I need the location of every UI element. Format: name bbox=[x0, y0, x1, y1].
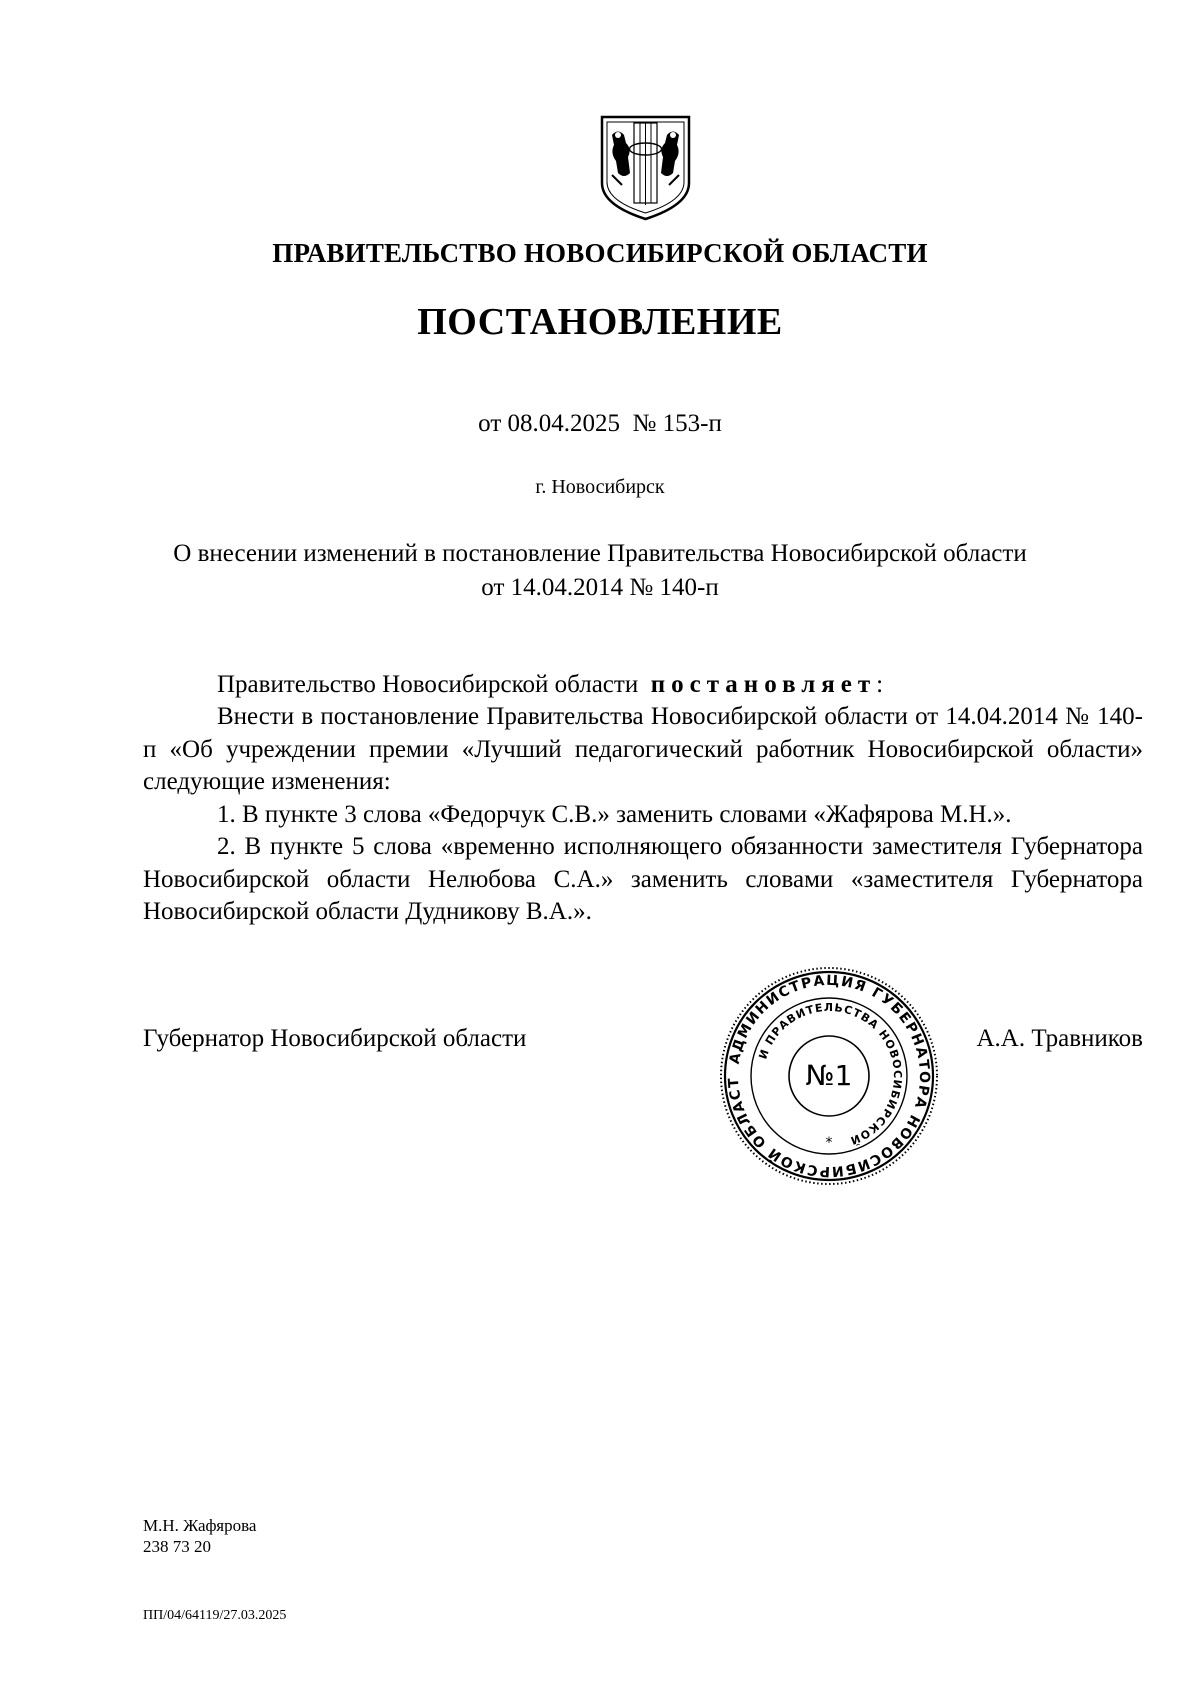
decree-line bbox=[143, 669, 1143, 702]
official-seal-icon bbox=[718, 965, 940, 1187]
coat-of-arms-icon bbox=[598, 113, 693, 223]
amendment-item-1: 1. В пункте 3 слова «Федорчук С.В.» заменить словами «Жафярова М.Н.». bbox=[217, 801, 1012, 828]
intro-paragraph: Внести в постановление Правительства Новосибирской области от 14.04.2014 № 140-п «Об учреждении премии «Лучший педагогический работник Новосибирской области» следующие изменения: bbox=[143, 703, 1143, 795]
seal-outer-text: АДМИНИСТРАЦИЯ ГУБЕРНАТОРА НОВОСИБИРСКОЙ ОБЛАСТ bbox=[725, 972, 933, 1180]
document-date: 08.04.2025 bbox=[507, 410, 621, 437]
city: г. Новосибирск bbox=[535, 476, 665, 498]
document-type: ПОСТАНОВЛЕНИЕ bbox=[417, 301, 783, 343]
signatory-position: Губернатор Новосибирской области bbox=[143, 1025, 527, 1052]
document-title bbox=[0, 537, 1200, 605]
seal-number: №1 bbox=[805, 1059, 853, 1092]
organization-title: ПРАВИТЕЛЬСТВО НОВОСИБИРСКОЙ ОБЛАСТИ bbox=[272, 238, 928, 268]
decree-subject: Правительство Новосибирской области bbox=[217, 671, 639, 698]
executor-name: М.Н. Жафярова bbox=[143, 1516, 257, 1535]
title-line-1: О внесении изменений в постановление Правительства Новосибирской области bbox=[173, 540, 1027, 567]
executor-phone: 238 73 20 bbox=[143, 1537, 211, 1556]
document-reference: ПП/04/64119/27.03.2025 bbox=[143, 1608, 287, 1623]
amendment-item-2: 2. В пункте 5 слова «временно исполняющего обязанности заместителя Губернатора Новосибирской области Нелюбова С.А.» заменить словами «заместителя Губернатора Новосибирской области Дудникову В.А.». bbox=[143, 833, 1143, 925]
date-prefix: от bbox=[478, 410, 502, 437]
date-number-line bbox=[0, 410, 1200, 438]
decree-colon: : bbox=[876, 671, 884, 698]
title-line-2: от 14.04.2014 № 140-п bbox=[481, 574, 719, 601]
seal-inner-text: И ПРАВИТЕЛЬСТВА НОВОСИБИРСКОЙ bbox=[756, 1000, 905, 1148]
signatory-name: А.А. Травников bbox=[976, 1025, 1143, 1052]
document-number: № 153-п bbox=[632, 410, 722, 437]
svg-text:*: * bbox=[825, 1135, 833, 1151]
decree-verb: постановляет bbox=[650, 671, 877, 698]
